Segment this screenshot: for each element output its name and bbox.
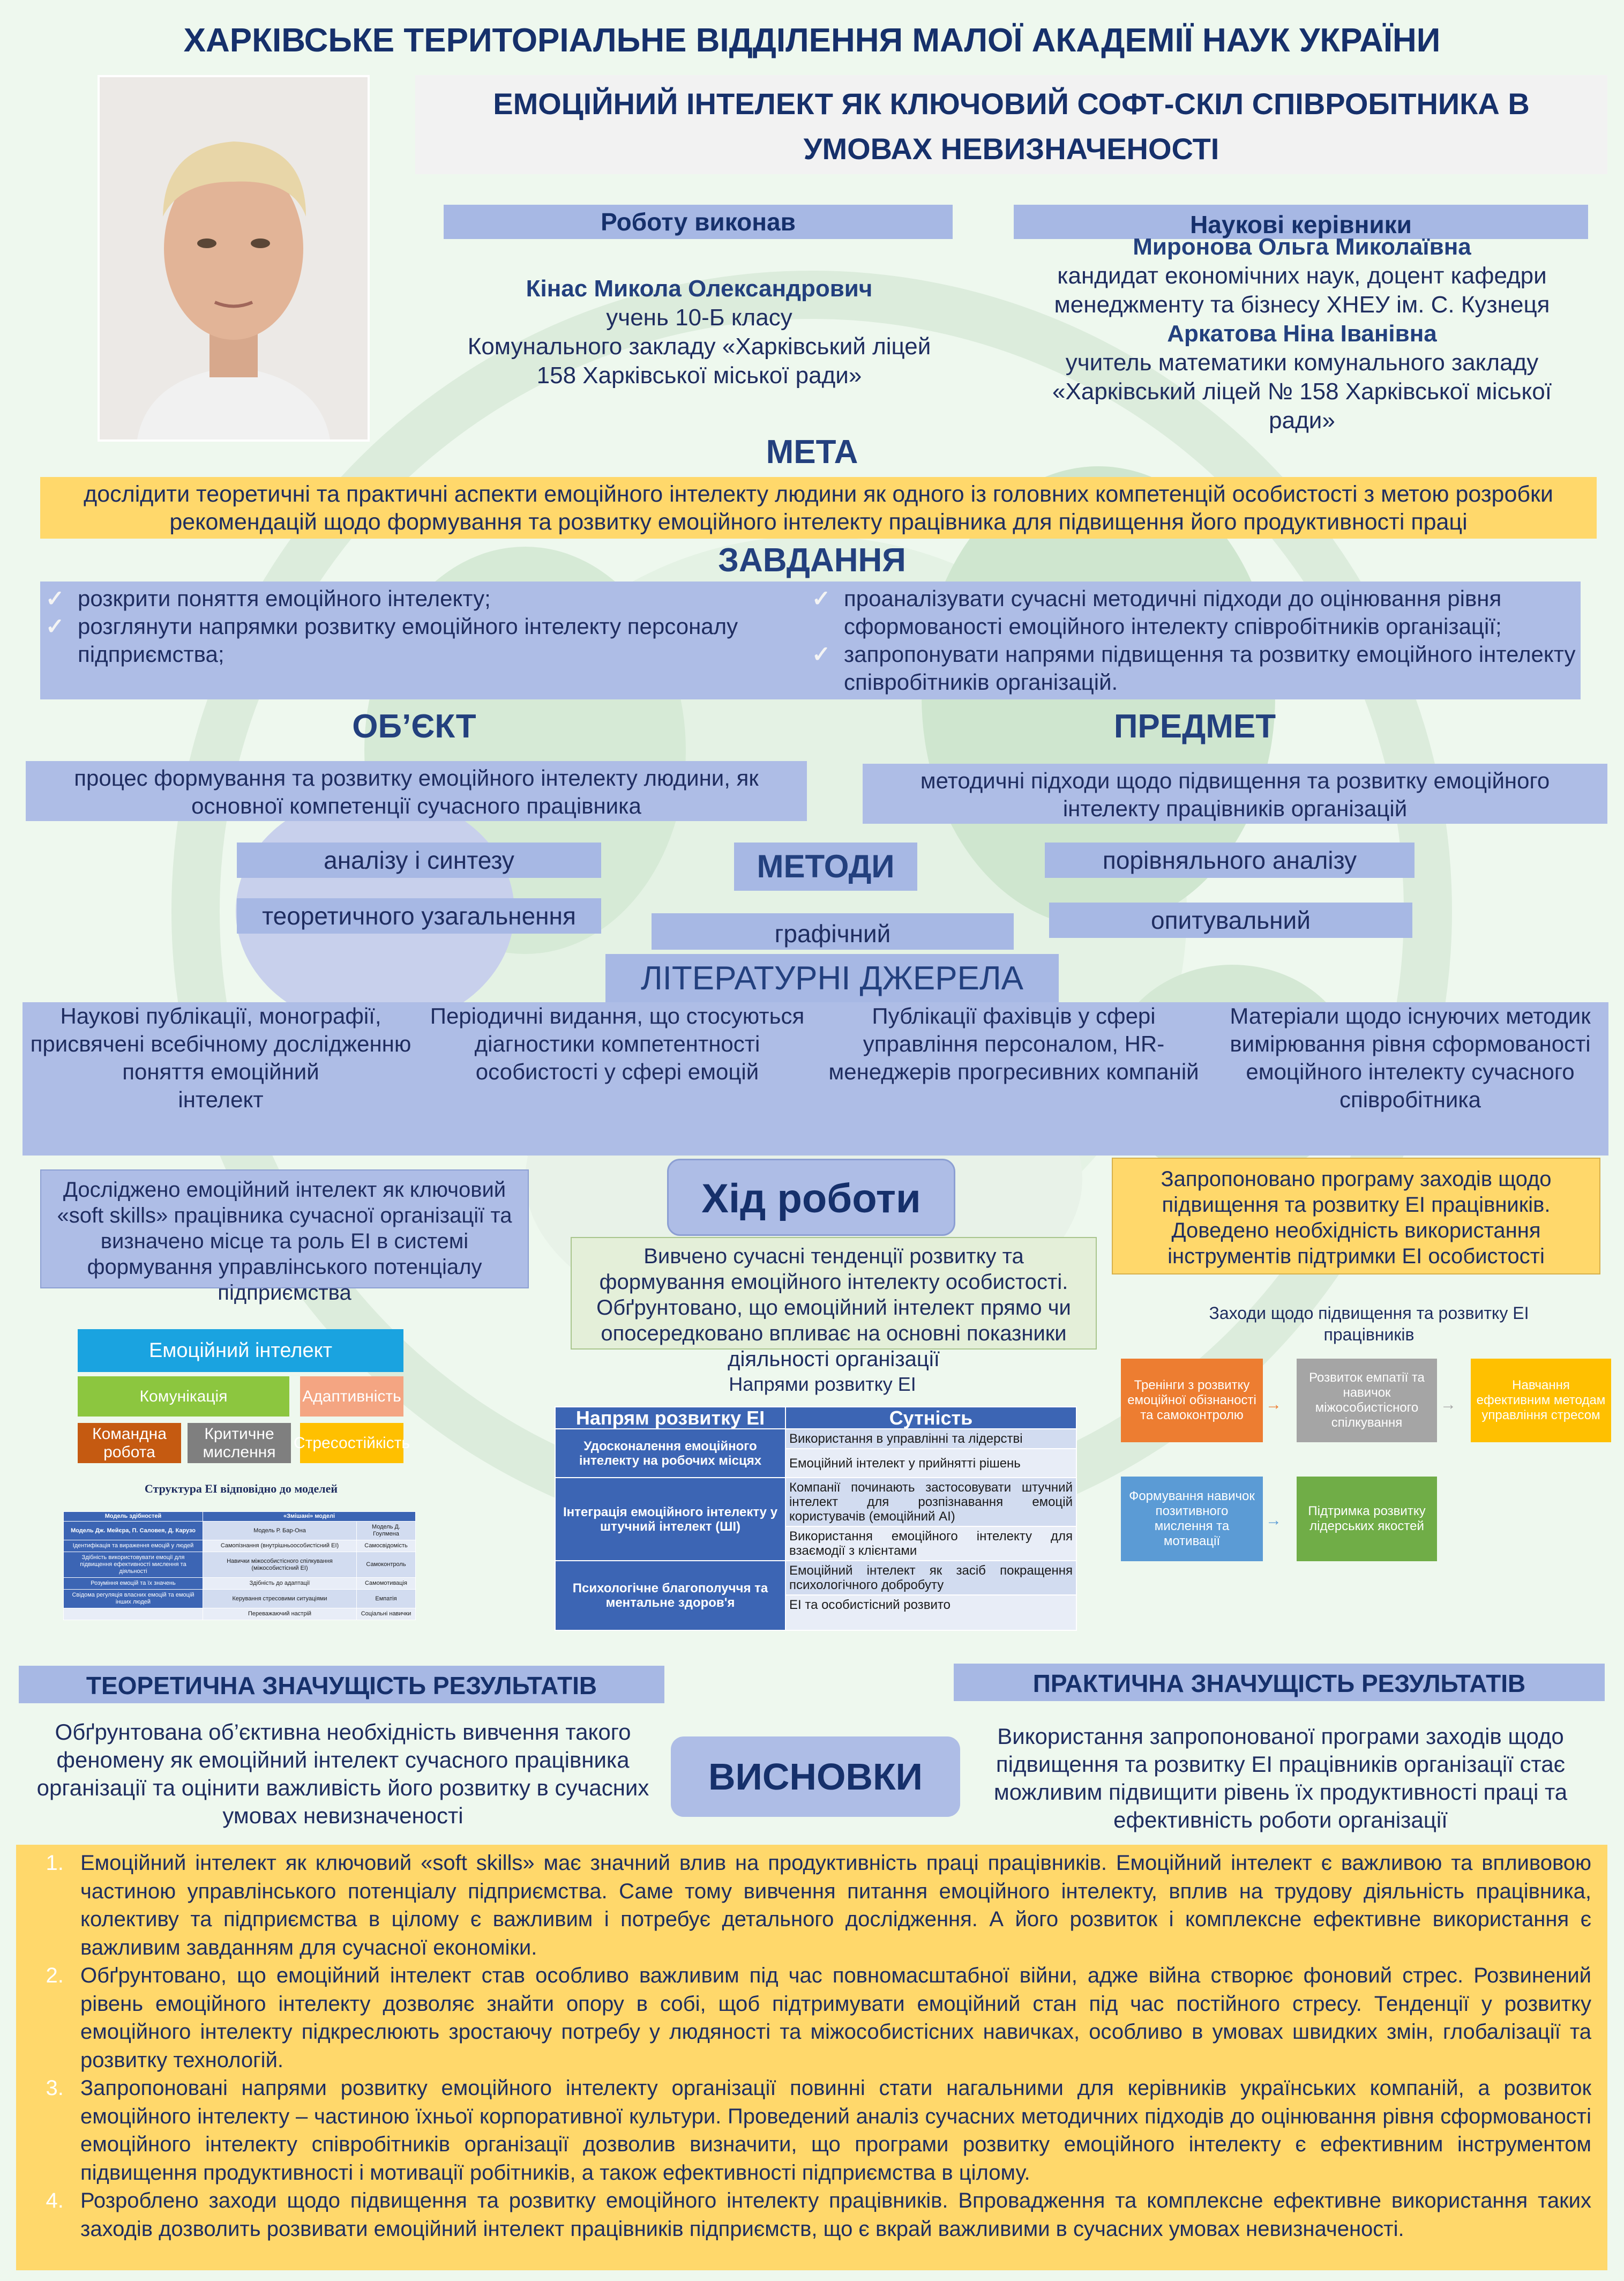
literature-line: особистості у сфері емоцій [475, 1059, 759, 1084]
task-item: ✓ проаналізувати сучасні методичні підходи до оцінювання рівня сформованості емоційного інтелекту співробітників організації; [806, 585, 1578, 640]
arrow-right-icon: → [1266, 1511, 1282, 1529]
measure-leadership: Підтримка розвитку лідерських якостей [1297, 1477, 1437, 1561]
practice-heading: ПРАКТИЧНА ЗНАЧУЩІСТЬ РЕЗУЛЬТАТІВ [954, 1664, 1605, 1701]
ei-models-cell: Самопізнання (внутрішньоособистісний ЕІ) [203, 1540, 357, 1552]
conclusions-heading: ВИСНОВКИ [671, 1736, 960, 1817]
directions-table-head: Сутність [785, 1407, 1076, 1429]
supervisors-label: Наукові керівники [1014, 205, 1588, 239]
theory-heading: ТЕОРЕТИЧНА ЗНАЧУЩІСТЬ РЕЗУЛЬТАТІВ [19, 1666, 664, 1703]
goal-text2: рекомендацій щодо формування та розвитку емоційного інтелекту працівника для підвищення його продуктивності праці [169, 509, 1468, 535]
author-line3: 158 Харківської міської ради» [536, 362, 862, 389]
author-block [423, 274, 975, 390]
literature-box [23, 1002, 1608, 1156]
direction-item: Емоційний інтелект у прийнятті рішень [785, 1449, 1076, 1478]
ei-models-cell: Соціальні навички [356, 1608, 415, 1620]
ei-models-cell: Самомотивація [356, 1578, 415, 1590]
ei-stress-box: Стресостійкість [300, 1423, 403, 1463]
conclusions-box [16, 1845, 1607, 2270]
practice-text: Використання запропонованої програми заходів щодо підвищення та розвитку ЕІ працівників організації стає можливим підвищити рівень їх продуктивності праці та ефективність роботи організації [993, 1724, 1568, 1832]
supervisor1-line1: кандидат економічних наук, доцент кафедри [1057, 263, 1547, 289]
main-title [415, 75, 1607, 174]
measure-empathy: Розвиток емпатії та навичок міжособистісного спілкування [1297, 1359, 1437, 1442]
ei-communication-box: Комунікація [78, 1376, 289, 1417]
portrait-icon [100, 77, 368, 439]
object-box [26, 761, 807, 821]
ei-models-cell: Самоконтроль [356, 1552, 415, 1578]
direction-cell: Інтеграція емоційного інтелекту у штучний інтелект (ШІ) [555, 1478, 785, 1561]
direction-cell: Удосконалення емоційного інтелекту на робочих місцях [555, 1429, 785, 1478]
literature-line: вимірювання рівня сформованості [1230, 1031, 1591, 1056]
supervisor1-name: Миронова Ольга Миколаївна [1133, 234, 1471, 260]
method-comparative: порівняльного аналізу [1045, 843, 1415, 878]
measure-positive-thinking: Формування навичок позитивного мислення та мотивації [1121, 1477, 1263, 1561]
literature-line: поняття емоційний [122, 1059, 319, 1084]
task-item: ✓ запропонувати напрями підвищення та розвитку емоційного інтелекту співробітників організацій. [806, 640, 1578, 696]
subject-text1: методичні підходи щодо підвищення та розвитку емоційного [920, 768, 1550, 793]
literature-line: співробітника [1339, 1087, 1481, 1112]
direction-item: Використання емоційного інтелекту для взаємодії з клієнтами [785, 1526, 1076, 1561]
subject-heading: ПРЕДМЕТ [1113, 708, 1276, 745]
literature-line: управління персоналом, HR- [863, 1031, 1165, 1056]
subject-box [863, 764, 1607, 824]
goal-heading: МЕТА [766, 434, 858, 471]
author-label: Роботу виконав [444, 205, 953, 239]
measures-caption: Заходи щодо підвищення та розвитку ЕІ працівників [1209, 1303, 1529, 1344]
ei-structure-caption: Структура ЕІ відповідно до моделей [144, 1482, 338, 1495]
tasks-left-list [40, 585, 801, 668]
ei-models-table-sub: Модель Дж. Мейєра, П. Саловея, Д. Карузо [64, 1522, 203, 1540]
progress-heading: Хід роботи [667, 1159, 955, 1236]
measure-stress: Навчання ефективним методам управління стресом [1471, 1359, 1611, 1442]
literature-line: діагностики компетентності [474, 1031, 760, 1056]
author-line2: Комунального закладу «Харківський ліцей [467, 333, 931, 360]
author-photo [98, 75, 370, 442]
theory-text: Обґрунтована об’єктивна необхідність вивчення такого феномену як емоційний інтелект сучасного працівника організації та оцінити важливість його розвитку в сучасних умовах невизначеності [36, 1719, 649, 1828]
conclusions-list [70, 1849, 1591, 2243]
main-title-line1: ЕМОЦІЙНИЙ ІНТЕЛЕКТ ЯК КЛЮЧОВИЙ СОФТ-СКІЛ СПІВРОБІТНИКА В [493, 87, 1530, 121]
method-graphic: графічний [652, 913, 1014, 950]
author-name: Кінас Микола Олександрович [526, 275, 873, 302]
conclusion-item: 3. Запропоновані напрями розвитку емоційного інтелекту організації повинні стати нагальними для керівників українських компаній, а розвиток емоційного інтелекту – частиною їхньої корпоративної культури. Проведений аналіз сучасних методичних підходів до оцінювання рівня сформованості емоційного інтелекту співробітників організації дозволив визначити, що програми розвитку емоційного інтелекту є ефективним інструментом підвищення продуктивності і мотивації робітників, а також ефективності підприємства в цілому. [70, 2074, 1591, 2187]
ei-models-table-head: Модель здібностей [64, 1512, 203, 1522]
literature-line: Публікації фахівців у сфері [872, 1003, 1156, 1028]
supervisor2-line1: учитель математики комунального закладу [1065, 349, 1539, 376]
methods-heading: МЕТОДИ [734, 843, 917, 891]
direction-item: Компанії починають застосовувати штучний інтелект для розпізнавання емоцій користувачів (емоційний АІ) [785, 1478, 1076, 1526]
ei-models-cell: Самосвідомість [356, 1540, 415, 1552]
main-title-line2: УМОВАХ НЕВИЗНАЧЕНОСТІ [803, 132, 1219, 166]
progress-right-box: Запропоновано програму заходів щодо підвищення та розвитку ЕІ працівників. Доведено необхідність використання інструментів підтримки ЕІ особистості [1112, 1158, 1600, 1274]
conclusion-item: 1. Емоційний інтелект як ключовий «soft skills» має значний влив на продуктивність праці працівників. Емоційний інтелект є важливою та впливовою частиною управлінського потенціалу підприємства. Саме тому вивчення питання емоційного інтелекту, вплив на трудову діяльність працівника, колективу та підприємства в цілому є важливим і потребує детального дослідження. А його розвиток і комплексне ефективне використання є важливим завданням для сучасної економіки. [70, 1849, 1591, 1962]
supervisor2-name: Аркатова Ніна Іванівна [1167, 320, 1437, 347]
method-analysis-synthesis: аналізу і синтезу [237, 843, 601, 878]
literature-line: Матеріали щодо існуючих методик [1230, 1003, 1591, 1028]
ei-models-cell: Свідома регуляція власних емоцій та емоцій інших людей [64, 1590, 203, 1608]
ei-models-cell: Переважаючий настрій [203, 1608, 357, 1620]
progress-center-box: Вивчено сучасні тенденції розвитку та формування емоційного інтелекту особистості. Обґрунтовано, що емоційний інтелект прямо чи опосередковано впливає на основні показники діяльності організації [571, 1237, 1097, 1350]
ei-critical-thinking-box: Критичне мислення [188, 1423, 291, 1463]
ei-models-cell [64, 1608, 203, 1620]
institution-title: ХАРКІВСЬКЕ ТЕРИТОРІАЛЬНЕ ВІДДІЛЕННЯ МАЛОЇ АКАДЕМІЇ НАУК УКРАЇНИ [183, 22, 1441, 59]
direction-item: Емоційний інтелект як засіб покращення психологічного добробуту [785, 1561, 1076, 1595]
literature-line: Наукові публікації, монографії, [60, 1003, 381, 1028]
ei-models-cell: Навички міжособистісного спілкування (міжособистісний ЕІ) [203, 1552, 357, 1578]
literature-line: присвячені всебічному дослідженню [30, 1031, 411, 1056]
ei-models-cell: Здібність до адаптації [203, 1578, 357, 1590]
literature-heading: ЛІТЕРАТУРНІ ДЖЕРЕЛА [605, 954, 1059, 1003]
ei-models-table-sub: Модель Д. Гоулмена [356, 1522, 415, 1540]
arrow-right-icon: → [1266, 1396, 1282, 1413]
goal-text1: дослідити теоретичні та практичні аспекти емоційного інтелекту людини як одного із головних компетенцій особистості з метою розробки [84, 481, 1553, 507]
measure-training: Тренінги з розвитку емоційної обізнаності та самоконтролю [1121, 1359, 1263, 1442]
supervisor2-line3: ради» [1269, 407, 1335, 434]
literature-col [815, 1002, 1212, 1086]
task-item: ✓ розглянути напрямки розвитку емоційного інтелекту персоналу підприємства; [40, 613, 801, 668]
tasks-box [40, 582, 1581, 699]
object-text1: процес формування та розвитку емоційного інтелекту людини, як [74, 765, 759, 791]
literature-line: інтелект [178, 1087, 264, 1112]
direction-cell: Психологічне благополуччя та ментальне здоров'я [555, 1561, 785, 1630]
ei-models-cell: Емпатія [356, 1590, 415, 1608]
direction-item: Використання в управлінні та лідерстві [785, 1429, 1076, 1449]
literature-line: емоційного інтелекту сучасного [1246, 1059, 1575, 1084]
arrow-right-icon: → [1440, 1396, 1456, 1413]
literature-col [1212, 1002, 1608, 1114]
ei-models-cell: Здібність використовувати емоції для підвищення ефективності мислення та діяльності [64, 1552, 203, 1578]
supervisors-block [1007, 233, 1597, 435]
supervisor2-line2: «Харківський ліцей № 158 Харківської міської [1052, 378, 1552, 405]
subject-text2: інтелекту працівників організацій [1062, 796, 1408, 821]
ei-adaptivity-box: Адаптивність [300, 1376, 403, 1417]
method-survey: опитувальний [1049, 903, 1412, 938]
conclusion-item: 2. Обґрунтовано, що емоційний інтелект став особливо важливим під час повномасштабної війни, адже війна створює фоновий стрес. Розвинений рівень емоційного інтелекту дозволяє знайти опору в собі, щоб підтримувати емоційний стан під час постійного стресу. Тенденції у розвитку емоційного інтелекту підкреслюють зростаючу потребу у людяності та міжособистісних навичках, особливо в умовах швидких змін, глобалізації та розвитку технологій. [70, 1962, 1591, 2074]
tasks-right-list [806, 585, 1578, 696]
progress-left-box: Досліджено емоційний інтелект як ключовий «soft skills» працівника сучасної організації та визначено місце та роль ЕІ в системі формування управлінського потенціалу підприємства [40, 1169, 529, 1288]
tasks-heading: ЗАВДАННЯ [718, 542, 906, 579]
literature-line: менеджерів прогресивних компаній [828, 1059, 1199, 1084]
ei-models-cell: Керування стресовими ситуаціями [203, 1590, 357, 1608]
supervisor1-line2: менеджменту та бізнесу ХНЕУ ім. С. Кузнеця [1054, 292, 1550, 318]
directions-table-head: Напрям розвитку ЕІ [555, 1407, 785, 1429]
conclusion-item: 4. Розроблено заходи щодо підвищення та розвитку емоційного інтелекту працівників. Впровадження та комплексне ефективне використання таких заходів дозволить розвивати емоційний інтелект працівників підприємств, що є вкрай важливими в сучасних умовах невизначеності. [70, 2187, 1591, 2243]
ei-top-box: Емоційний інтелект [78, 1329, 403, 1372]
ei-models-cell: Ідентифікація та вираження емоцій у людей [64, 1540, 203, 1552]
ei-models-cell: Розуміння емоцій та їх значень [64, 1578, 203, 1590]
ei-models-table-sub: Модель Р. Бар-Она [203, 1522, 357, 1540]
directions-caption: Напрями розвитку ЕІ [729, 1373, 916, 1395]
method-generalization: теоретичного узагальнення [237, 898, 601, 934]
direction-item: ЕІ та особистісний розвито [785, 1595, 1076, 1630]
literature-col [419, 1002, 815, 1086]
literature-line: Періодичні видання, що стосуються [430, 1003, 805, 1028]
object-text2: основної компетенції сучасного працівника [191, 793, 641, 818]
author-line1: учень 10-Б класу [606, 304, 792, 331]
ei-teamwork-box: Командна робота [78, 1423, 181, 1463]
ei-models-table [63, 1511, 416, 1620]
directions-table [555, 1406, 1077, 1631]
object-heading: ОБ’ЄКТ [352, 708, 476, 745]
ei-models-table-head: «Змішані» моделі [203, 1512, 416, 1522]
goal-box [40, 477, 1597, 539]
task-item: ✓ розкрити поняття емоційного інтелекту; [40, 585, 801, 613]
literature-col [23, 1002, 419, 1114]
